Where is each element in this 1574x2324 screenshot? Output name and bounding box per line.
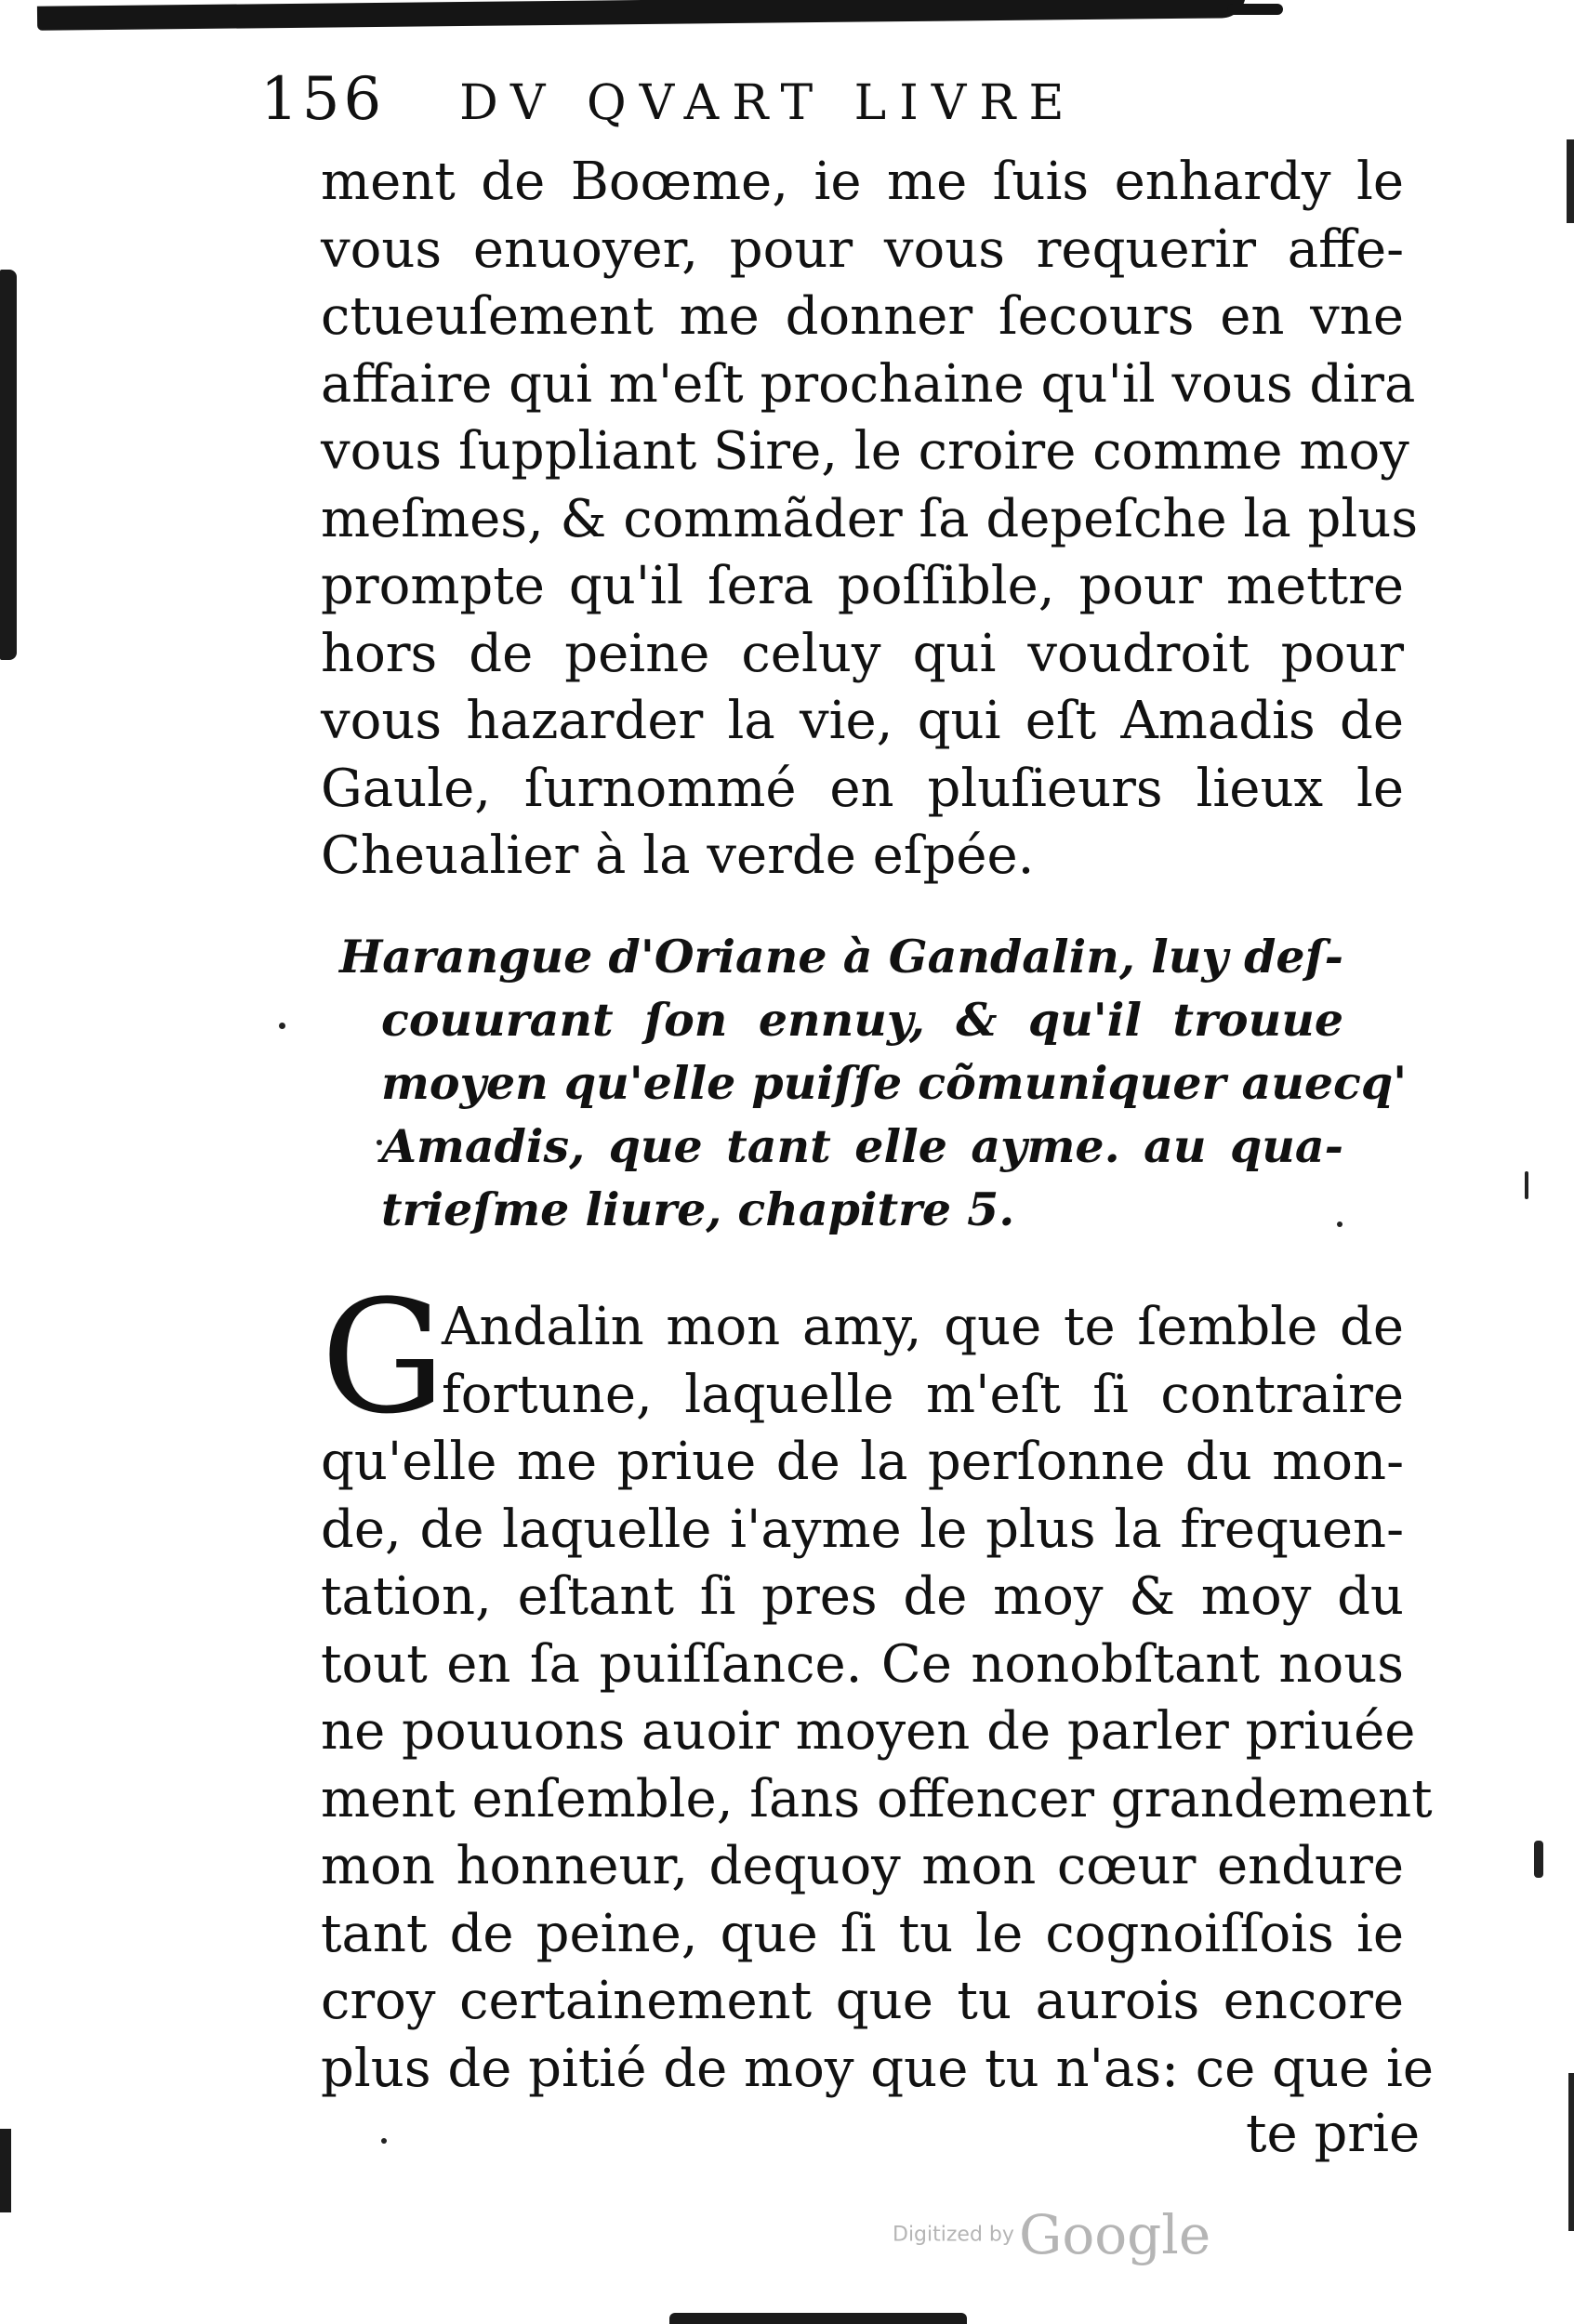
watermark-prefix: Digitized by bbox=[893, 2223, 1014, 2247]
ink-speck bbox=[381, 2138, 387, 2144]
letter-paragraph bbox=[321, 149, 1419, 891]
right-page-edge-mark bbox=[1567, 139, 1574, 223]
text-line: vous hazarder la vie, qui eſt Amadis de bbox=[321, 691, 1404, 751]
text-line: croy certainement que tu aurois encore bbox=[321, 1971, 1404, 2031]
ink-speck bbox=[1534, 1841, 1543, 1878]
bottom-ink-border bbox=[669, 2313, 967, 2324]
text-line: qu'elle me priue de la perſonne du mon- bbox=[321, 1432, 1404, 1492]
top-ink-border-end bbox=[1227, 4, 1283, 15]
running-head bbox=[260, 58, 1190, 141]
catchword: te prie bbox=[1246, 2104, 1421, 2164]
text-line: mon honneur, dequoy mon cœur endure bbox=[321, 1836, 1404, 1896]
chapter-heading bbox=[339, 925, 1408, 1241]
text-line: meſmes, & commãder ſa depeſche la plus bbox=[321, 488, 1419, 549]
text-line: affaire qui m'eſt prochaine qu'il vous dira bbox=[321, 353, 1416, 415]
text-line: ctueuſement me donner ſecours en vne bbox=[321, 286, 1404, 347]
text-line: fortune, laquelle m'eſt ſi contraire bbox=[442, 1364, 1404, 1425]
heading-line: Harangue d'Oriane à Gandalin, luy deſ- bbox=[339, 930, 1343, 984]
right-page-edge-mark-lower bbox=[1568, 2073, 1574, 2231]
drop-cap: G bbox=[321, 1266, 446, 1448]
text-line: tant de peine, que ſi tu le cognoiſſois ie bbox=[321, 1903, 1404, 1964]
text-line: Cheualier à la verde eſpée. bbox=[321, 825, 1035, 886]
top-ink-border bbox=[37, 0, 1246, 31]
ink-speck bbox=[1525, 1171, 1528, 1199]
heading-line: couurant ſon ennuy, & qu'il trouue bbox=[381, 993, 1343, 1047]
text-line: ne pouuons auoir moyen de parler priuée bbox=[321, 1701, 1416, 1762]
speech-paragraph bbox=[321, 1294, 1434, 2103]
text-line: tout en ſa puiſſance. Ce nonobſtant nous bbox=[321, 1633, 1404, 1695]
heading-line: trieſme liure, chapitre 5. bbox=[381, 1182, 1015, 1236]
text-line: tation, eſtant ſi pres de moy & moy du bbox=[321, 1566, 1404, 1627]
text-line: vous enuoyer, pour vous requerir affe- bbox=[321, 218, 1404, 280]
text-line: Gaule, ſurnommé en pluſieurs lieux le bbox=[321, 758, 1404, 819]
ink-speck bbox=[279, 1023, 285, 1029]
running-title: DV QVART LIVRE bbox=[459, 75, 1078, 131]
text-line: ment enſemble, ſans offencer grandement bbox=[321, 1768, 1433, 1829]
watermark-brand: Google bbox=[1019, 2203, 1211, 2266]
text-line: vous ſuppliant Sire, le croire comme moy bbox=[321, 421, 1409, 482]
text-line: Andalin mon amy, que te ſemble de bbox=[442, 1297, 1404, 1357]
heading-line: moyen qu'elle puiſſe cõmuniquer auecq' bbox=[381, 1056, 1408, 1110]
page-number: 156 bbox=[260, 65, 386, 134]
digitized-watermark bbox=[893, 2203, 1227, 2278]
text-line: hors de peine celuy qui voudroit pour bbox=[321, 623, 1404, 684]
text-line: plus de pitié de moy que tu n'as: ce que ie bbox=[321, 2038, 1434, 2099]
text-line: de, de laquelle i'ayme le plus la frequen- bbox=[321, 1499, 1404, 1560]
left-page-edge-shadow-lower bbox=[0, 2129, 11, 2212]
left-page-edge-shadow bbox=[0, 270, 17, 660]
heading-line: Amadis, que tant elle ayme. au qua- bbox=[381, 1119, 1343, 1173]
text-line: ment de Boœme, ie me ſuis enhardy le bbox=[321, 152, 1404, 212]
text-line: prompte qu'il ſera poſſible, pour mettre bbox=[321, 556, 1404, 616]
